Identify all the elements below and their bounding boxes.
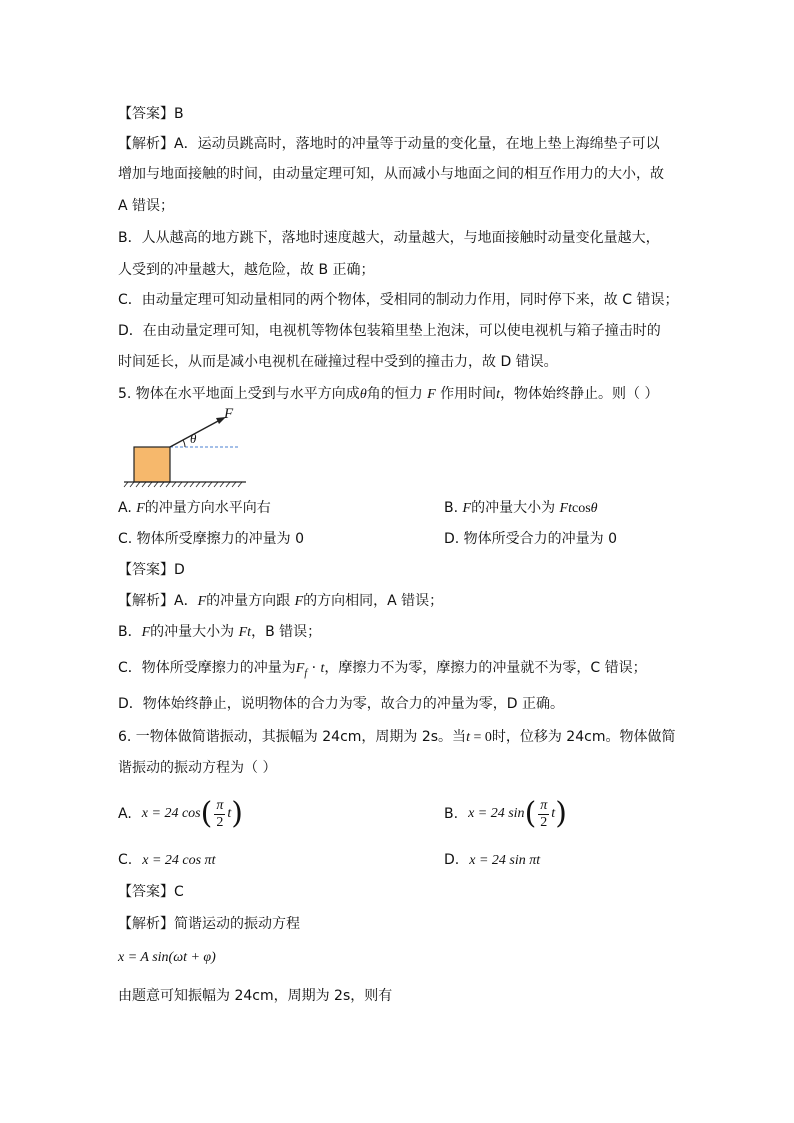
option-6d: D. x = 24 sin πt [444, 852, 541, 868]
force-label: F [224, 406, 234, 422]
option-6c: C. x = 24 cos πt [118, 852, 216, 868]
question-5-stem: 5. 物体在水平地面上受到与水平方向成θ角的恒力 F 作用时间t，物体始终静止。则（ ） [118, 386, 659, 402]
analysis-line: D．在由动量定理可知，电视机等物体包装箱里垫上泡沫，可以使电视机与箱子撞击时的 [118, 323, 661, 339]
analysis-line: B．F的冲量大小为 Ft，B 错误； [118, 624, 322, 640]
option-5b: B. F的冲量大小为 Ftcosθ [444, 500, 598, 516]
option-5c: C. 物体所受摩擦力的冲量为 0 [118, 531, 305, 547]
analysis-line: 时间延长，从而是减小电视机在碰撞过程中受到的撞击力，故 D 错误。 [118, 354, 558, 370]
analysis-line: 增加与地面接触的时间，由动量定理可知，从而减小与地面之间的相互作用力的大小，故 [118, 166, 664, 182]
option-6a: A. x = 24 cos ( $\frac{\pi}{2}$ t ) [118, 796, 243, 831]
question-6-stem: 谐振动的振动方程为（ ） [118, 760, 277, 776]
answer-label: 【答案】B [118, 106, 184, 122]
answer-label: 【答案】D [118, 562, 185, 578]
angle-arc [183, 440, 185, 447]
block-box [134, 447, 170, 482]
answer-label: 【答案】C [118, 884, 184, 900]
analysis-line: 由题意可知振幅为 24cm，周期为 2s，则有 [118, 988, 393, 1004]
angle-label: θ [190, 431, 197, 446]
analysis-line: B．人从越高的地方跳下，落地时速度越大，动量越大，与地面接触时动量变化量越大， [118, 230, 660, 246]
formula: x = A sin(ωt + φ) [118, 950, 216, 965]
option-6b: B. x = 24 sin ( $\frac{\pi}{2}$ t ) [444, 796, 567, 831]
analysis-line: C．由动量定理可知动量相同的两个物体，受相同的制动力作用，同时停下来，故 C 错误； [118, 292, 679, 308]
analysis-line: 【解析】简谐运动的振动方程 [118, 916, 300, 932]
force-diagram [120, 405, 250, 490]
analysis-line: C．物体所受摩擦力的冲量为$F_f \cdot t$，摩擦力不为零，摩擦力的冲量就不为零，C 错误； [118, 660, 647, 679]
analysis-line: 人受到的冲量越大，越危险，故 B 正确； [118, 262, 375, 278]
question-6-stem: 6. 一物体做简谐振动，其振幅为 24cm，周期为 2s。当t = 0时，位移为 24cm。物体做简 [118, 729, 676, 745]
analysis-line: 【解析】A．运动员跳高时，落地时的冲量等于动量的变化量，在地上垫上海绵垫子可以 [118, 136, 660, 152]
analysis-line: 【解析】A．F的冲量方向跟 F的方向相同，A 错误； [118, 593, 444, 609]
analysis-line: A 错误； [118, 198, 175, 214]
option-5d: D. 物体所受合力的冲量为 0 [444, 531, 618, 547]
analysis-line: D．物体始终静止，说明物体的合力为零，故合力的冲量为零，D 正确。 [118, 696, 565, 712]
option-5a: A. F的冲量方向水平向右 [118, 500, 271, 516]
